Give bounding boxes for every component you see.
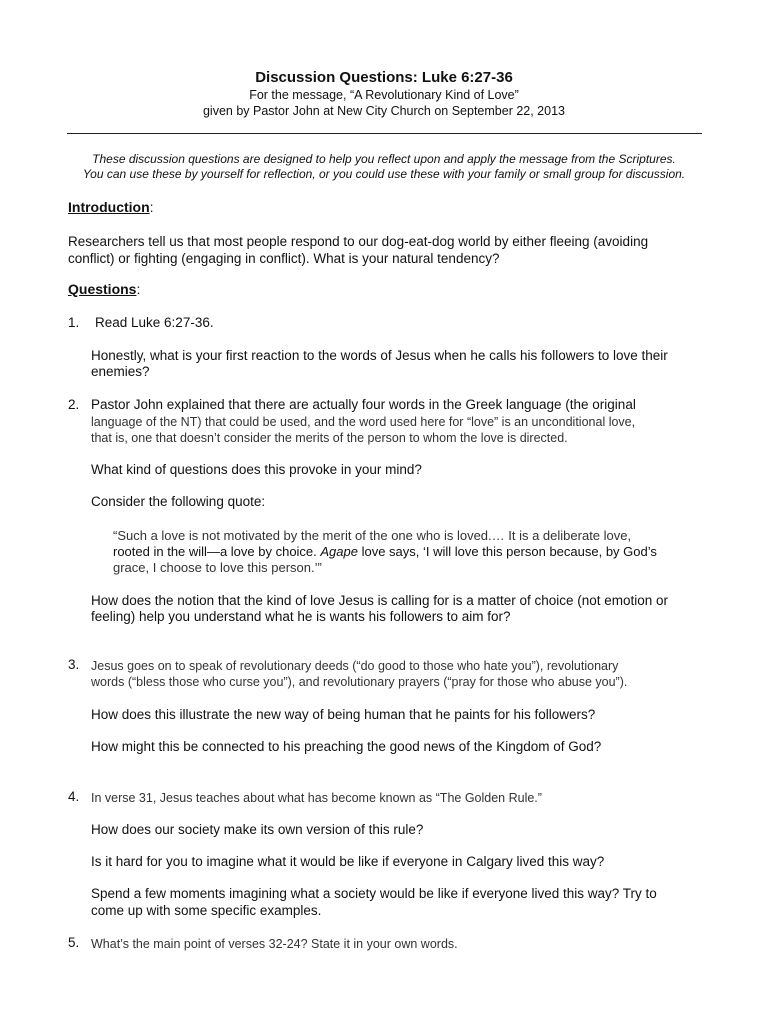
question-2-followup-line-1: How does the notion that the kind of love Jesus is calling for is a matter of choice (not emotion or (91, 593, 669, 608)
question-2-line-3: that is, one that doesn’t consider the merits of the person to whom the love is directed. (91, 431, 568, 445)
question-3-prompt-2: How might this be connected to his preaching the good news of the Kingdom of God? (91, 739, 602, 754)
introduction-heading-colon: : (149, 199, 154, 215)
page-title: Discussion Questions: Luke 6:27-36 (255, 69, 513, 86)
question-4-prompt-3-line-2: come up with some specific examples. (91, 903, 322, 918)
question-4-line-1: In verse 31, Jesus teaches about what has become known as “The Golden Rule.” (91, 791, 542, 805)
questions-heading-text: Questions (68, 281, 137, 297)
question-5-line-1: What’s the main point of verses 32-24? State it in your own words. (91, 937, 458, 951)
question-1-prompt-line-1: Honestly, what is your first reaction to the words of Jesus when he calls his followers to love their (91, 348, 668, 363)
question-2-line-2: language of the NT) that could be used, and the word used here for “love” is an unconditional love, (91, 415, 636, 429)
question-1-text: Read Luke 6:27-36. (95, 315, 214, 330)
quote-line-3: grace, I choose to love this person.’” (113, 560, 322, 575)
question-3-line-1: Jesus goes on to speak of revolutionary deeds (“do good to those who hate you”), revolutionary (91, 659, 619, 673)
speaker-date-line: given by Pastor John at New City Church on September 22, 2013 (202, 104, 565, 118)
question-2-prompt: What kind of questions does this provoke in your mind? (91, 462, 422, 477)
introduction-heading (68, 199, 154, 215)
intro-note-line-1: These discussion questions are designed to help you reflect upon and apply the message from the Scriptures. (92, 152, 676, 166)
questions-heading (68, 281, 140, 297)
questions-heading-colon: : (136, 281, 141, 297)
question-3-line-2: words (“bless those who curse you”), and revolutionary prayers (“pray for those who abuse you”). (91, 675, 628, 689)
question-3-number: 3. (68, 657, 80, 672)
question-4-prompt-2: Is it hard for you to imagine what it would be like if everyone in Calgary lived this way? (91, 854, 605, 869)
question-2-quote-intro: Consider the following quote: (91, 494, 266, 509)
question-4-number: 4. (68, 789, 80, 804)
intro-note-line-2: You can use these by yourself for reflection, or you could use these with your family or small group for discussion. (82, 167, 686, 181)
introduction-line-1: Researchers tell us that most people respond to our dog-eat-dog world by either fleeing (avoiding (68, 234, 649, 249)
question-4-prompt-3-line-1: Spend a few moments imagining what a society would be like if everyone lived this way? Try to (91, 886, 657, 901)
introduction-line-2: conflict) or fighting (engaging in conflict). What is your natural tendency? (68, 251, 500, 266)
quote-line-2-start: rooted in the will—a love by choice. (113, 544, 321, 559)
question-3-prompt-1: How does this illustrate the new way of being human that he paints for his followers? (91, 707, 596, 722)
quote-agape-word: Agape (320, 544, 358, 559)
quote-line-2-end: love says, ‘I will love this person because, by God’s (357, 544, 657, 559)
introduction-heading-text: Introduction (68, 199, 150, 215)
quote-line-1: “Such a love is not motivated by the merit of the one who is loved.… It is a deliberate love, (113, 528, 632, 543)
question-1-number: 1. (68, 315, 80, 330)
question-5-number: 5. (68, 935, 80, 950)
question-1-prompt-line-2: enemies? (91, 364, 150, 379)
message-subtitle: For the message, “A Revolutionary Kind of Love” (249, 88, 519, 102)
header-divider (67, 133, 702, 134)
question-2-followup-line-2: feeling) help you understand what he is wants his followers to aim for? (91, 609, 511, 624)
question-2-line-1: Pastor John explained that there are actually four words in the Greek language (the original (91, 397, 636, 412)
question-4-prompt-1: How does our society make its own version of this rule? (91, 822, 424, 837)
quote-line-2 (113, 544, 693, 561)
question-2-number: 2. (68, 397, 80, 412)
